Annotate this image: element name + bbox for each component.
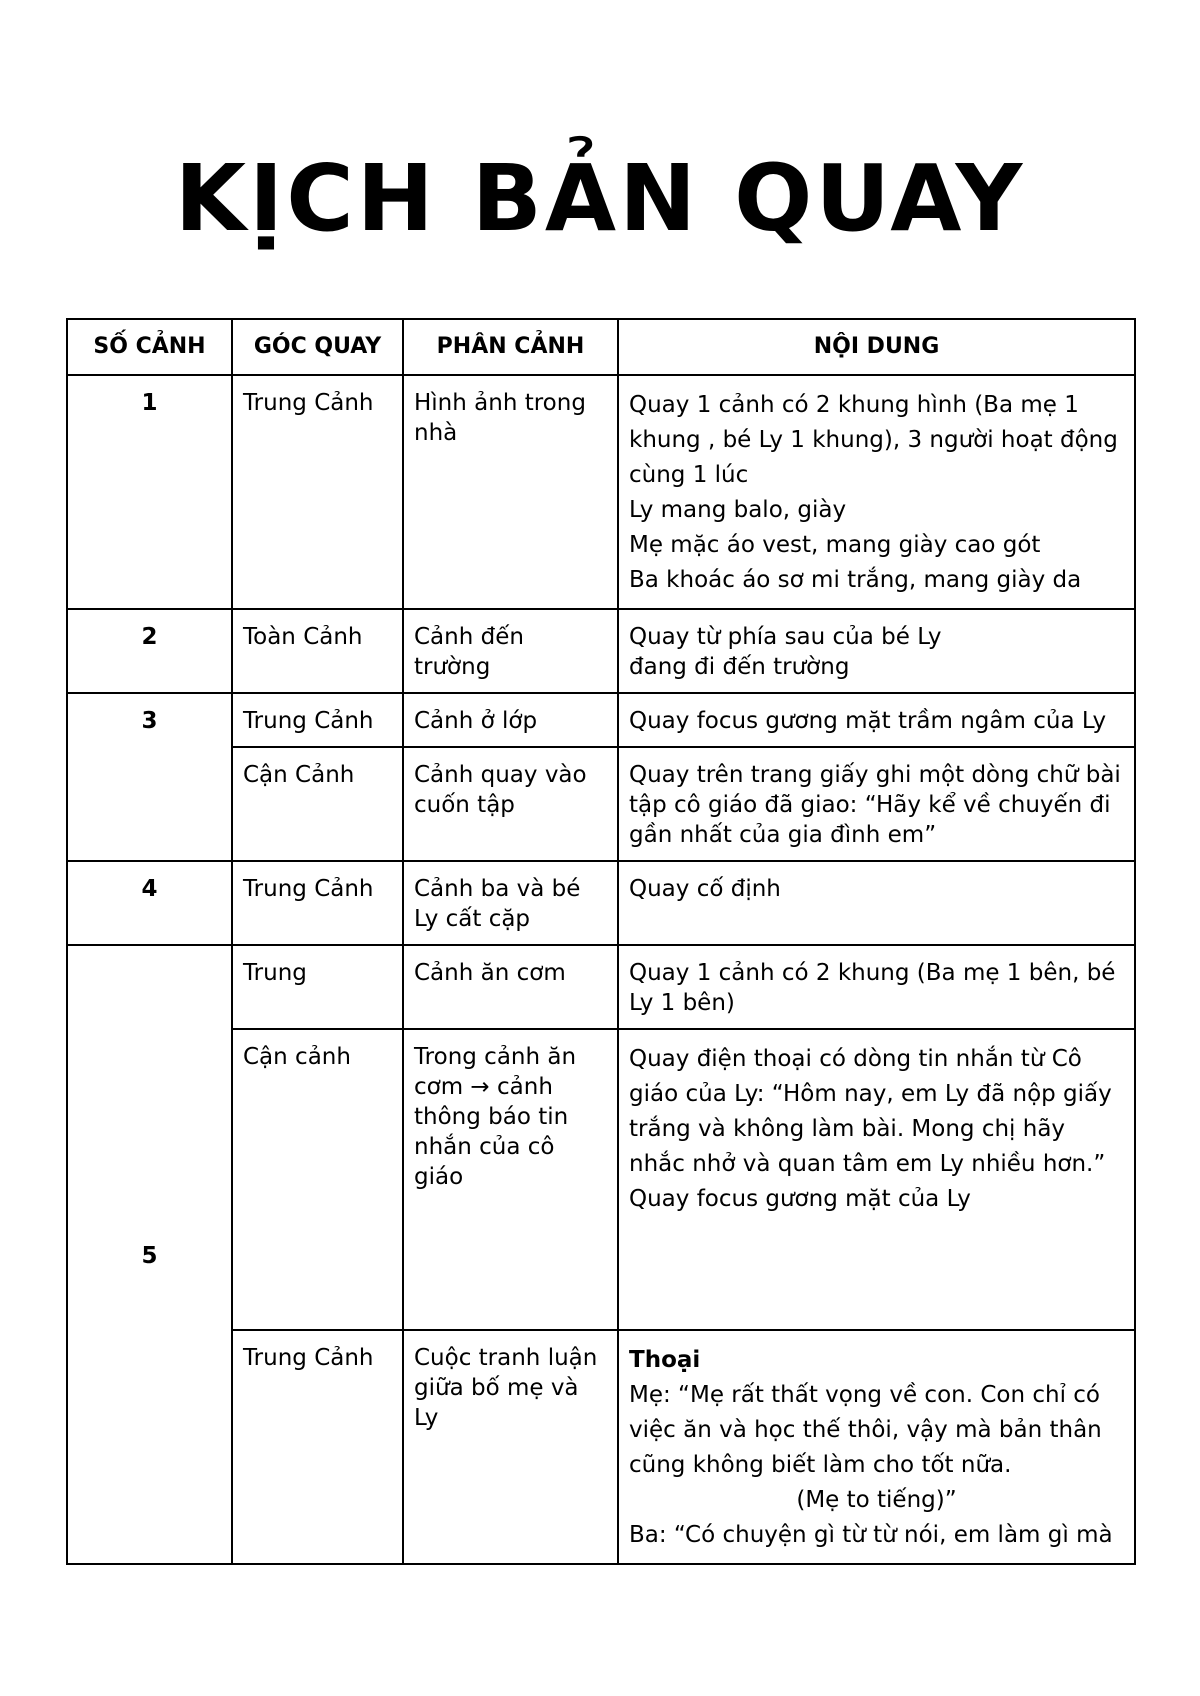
- scene-content: [618, 1330, 1135, 1564]
- camera-angle: Cận Cảnh: [232, 747, 403, 861]
- scene-content: [618, 609, 1135, 693]
- scene-content: [618, 945, 1135, 1029]
- content-line: Ba: “Có chuyện gì từ từ nói, em làm gì mà: [629, 1522, 1113, 1548]
- dialogue-heading: Thoại: [629, 1347, 701, 1373]
- script-table: [66, 318, 1136, 1565]
- content-line: Mẹ: “Mẹ rất thất vọng về con. Con chỉ có việc ăn và học thế thôi, vậy mà bản thân cũng không biết làm cho tốt nữa.: [629, 1382, 1102, 1478]
- scene-content: [618, 861, 1135, 945]
- header-shot: PHÂN CẢNH: [403, 319, 618, 375]
- scene-content: [618, 693, 1135, 747]
- scene-content: [618, 747, 1135, 861]
- stage-direction: (Mẹ to tiếng)”: [796, 1487, 957, 1513]
- table-header-row: [67, 319, 1135, 375]
- table-row: [67, 861, 1135, 945]
- content-line: Quay trên trang giấy ghi một dòng chữ bài tập cô giáo đã giao: “Hãy kể về chuyến đi gần nhất của gia đình em”: [629, 762, 1121, 848]
- camera-angle: Trung Cảnh: [232, 693, 403, 747]
- scene-number: 1: [67, 375, 232, 609]
- content-line: Quay cố định: [629, 876, 781, 902]
- camera-angle: Trung: [232, 945, 403, 1029]
- header-content: NỘI DUNG: [618, 319, 1135, 375]
- content-line: Ba khoác áo sơ mi trắng, mang giày da: [629, 567, 1082, 593]
- shot-description: Trong cảnh ăn cơm → cảnh thông báo tin nhắn của cô giáo: [403, 1029, 618, 1330]
- content-line: Quay từ phía sau của bé Ly: [629, 624, 942, 650]
- camera-angle: Toàn Cảnh: [232, 609, 403, 693]
- content-line: Quay focus gương mặt trầm ngâm của Ly: [629, 708, 1107, 734]
- shot-description: Cuộc tranh luận giữa bố mẹ và Ly: [403, 1330, 618, 1564]
- content-line: Quay điện thoại có dòng tin nhắn từ Cô giáo của Ly: “Hôm nay, em Ly đã nộp giấy trắng và không làm bài. Mong chị hãy nhắc nhở và quan tâm em Ly nhiều hơn.”: [629, 1046, 1112, 1177]
- shot-description: Cảnh ăn cơm: [403, 945, 618, 1029]
- shot-description: Cảnh đến trường: [403, 609, 618, 693]
- scene-content: [618, 375, 1135, 609]
- camera-angle: Trung Cảnh: [232, 375, 403, 609]
- header-scene-number: SỐ CẢNH: [67, 319, 232, 375]
- table-row: [67, 375, 1135, 609]
- camera-angle: Cận cảnh: [232, 1029, 403, 1330]
- scene-number: 2: [67, 609, 232, 693]
- table-row: [67, 609, 1135, 693]
- scene-content: [618, 1029, 1135, 1330]
- camera-angle: Trung Cảnh: [232, 861, 403, 945]
- shot-description: Cảnh quay vào cuốn tập: [403, 747, 618, 861]
- camera-angle: Trung Cảnh: [232, 1330, 403, 1564]
- scene-number: 5: [67, 945, 232, 1564]
- content-line: Quay 1 cảnh có 2 khung (Ba mẹ 1 bên, bé Ly 1 bên): [629, 960, 1116, 1016]
- content-line: đang đi đến trường: [629, 654, 850, 680]
- shot-description: Cảnh ở lớp: [403, 693, 618, 747]
- shot-description: Cảnh ba và bé Ly cất cặp: [403, 861, 618, 945]
- header-camera-angle: GÓC QUAY: [232, 319, 403, 375]
- table-row: [67, 945, 1135, 1029]
- shot-description: Hình ảnh trong nhà: [403, 375, 618, 609]
- content-line: Mẹ mặc áo vest, mang giày cao gót: [629, 532, 1041, 558]
- scene-number: 3: [67, 693, 232, 861]
- page-title: KỊCH BẢN QUAY: [174, 145, 1026, 252]
- content-line: Quay 1 cảnh có 2 khung hình (Ba mẹ 1 khung , bé Ly 1 khung), 3 người hoạt động cùng 1 lúc: [629, 392, 1118, 488]
- content-line: Ly mang balo, giày: [629, 497, 847, 523]
- scene-number: 4: [67, 861, 232, 945]
- table-row: [67, 693, 1135, 747]
- content-line: Quay focus gương mặt của Ly: [629, 1186, 971, 1212]
